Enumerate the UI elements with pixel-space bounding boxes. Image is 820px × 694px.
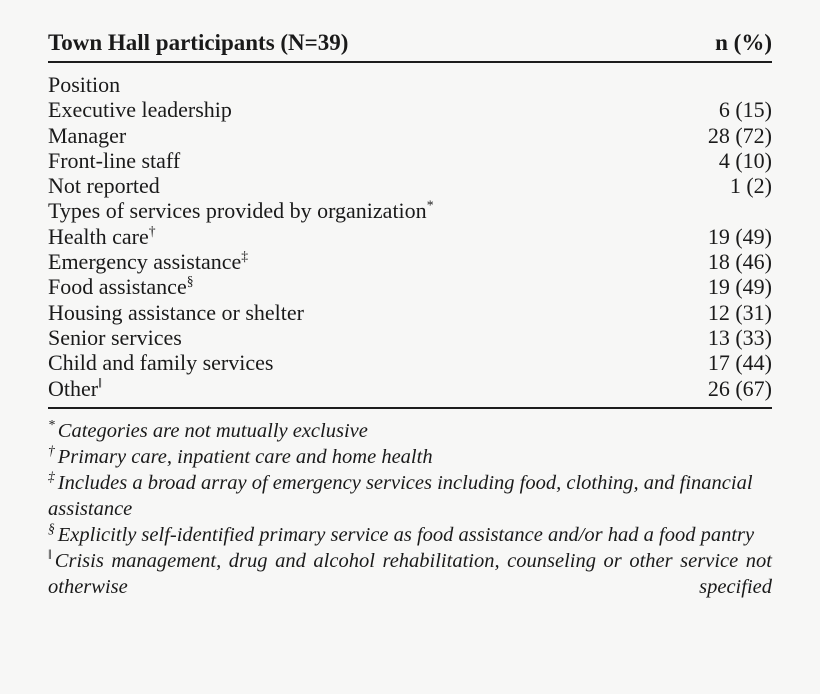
row-label: Executive leadership <box>48 97 232 123</box>
row-label: Child and family services <box>48 350 274 376</box>
table-header-value: n (%) <box>715 30 772 55</box>
footer-divider-rule <box>48 407 772 409</box>
table-row <box>48 249 772 274</box>
footnote <box>48 548 772 626</box>
statistics-table <box>48 28 772 626</box>
footnote-marker: * <box>426 198 434 214</box>
row-label: Housing assistance or shelter <box>48 299 304 325</box>
footnote-marker: ‖ <box>98 375 102 391</box>
footnote-marker: ‡ <box>48 469 55 485</box>
table-row <box>48 148 772 173</box>
footnote <box>48 522 772 548</box>
row-value: 13 (33) <box>707 324 772 350</box>
table-row <box>48 123 772 148</box>
table-header-label: Town Hall participants (N=39) <box>48 30 349 55</box>
row-label: Food assistance§ <box>48 274 194 300</box>
footnotes-section <box>48 418 772 626</box>
row-label: Health care† <box>48 223 156 249</box>
row-value: 6 (15) <box>718 97 772 123</box>
row-value: 28 (72) <box>707 122 772 148</box>
footnote <box>48 470 772 522</box>
footnote-marker: § <box>48 521 55 537</box>
row-value: 4 (10) <box>718 147 772 173</box>
footnote-text: Primary care, inpatient care and home health <box>57 445 433 468</box>
footnote <box>48 418 772 444</box>
footnote <box>48 444 772 470</box>
row-label: Emergency assistance‡ <box>48 248 249 275</box>
table-row <box>48 97 772 122</box>
footnote-text: Categories are not mutually exclusive <box>57 419 368 442</box>
table-row <box>48 274 772 299</box>
row-value: 12 (31) <box>707 299 772 325</box>
row-label: Front-line staff <box>48 147 181 173</box>
footnote-text: Explicitly self-identified primary service as food assistance and/or had a food pantry <box>57 523 755 546</box>
row-label: Types of services provided by organization* <box>48 198 434 224</box>
table-row <box>48 173 772 198</box>
footnote-marker: § <box>186 274 194 290</box>
footnote-text: Includes a broad array of emergency services including food, clothing, and financial assistance <box>48 471 753 520</box>
footnote-marker: † <box>48 443 55 459</box>
table-row <box>48 350 772 375</box>
footnote-marker: † <box>148 223 156 239</box>
row-value: 1 (2) <box>729 173 772 199</box>
row-label: Manager <box>48 122 127 148</box>
table-row <box>48 72 772 97</box>
table-row <box>48 376 772 401</box>
footnote-marker: * <box>48 417 55 433</box>
row-value: 18 (46) <box>707 249 772 275</box>
footnote-marker: ‖ <box>48 547 52 563</box>
row-value: 19 (49) <box>707 274 772 300</box>
footnote-text: Crisis management, drug and alcohol rehabilitation, counseling or other service not otherwise specified <box>48 549 772 598</box>
table-row <box>48 325 772 350</box>
row-value: 26 (67) <box>707 375 772 401</box>
row-label: Other‖ <box>48 375 102 401</box>
table-header-row <box>48 28 772 61</box>
footnote-marker: ‡ <box>241 248 249 264</box>
table-row <box>48 198 772 223</box>
row-value: 19 (49) <box>707 223 772 249</box>
table-row <box>48 300 772 325</box>
row-label: Senior services <box>48 324 182 350</box>
row-value: 17 (44) <box>707 350 772 376</box>
table-row <box>48 224 772 249</box>
row-label: Not reported <box>48 173 160 199</box>
row-label: Position <box>48 72 121 97</box>
header-divider-rule <box>48 61 772 63</box>
table-body <box>48 72 772 401</box>
